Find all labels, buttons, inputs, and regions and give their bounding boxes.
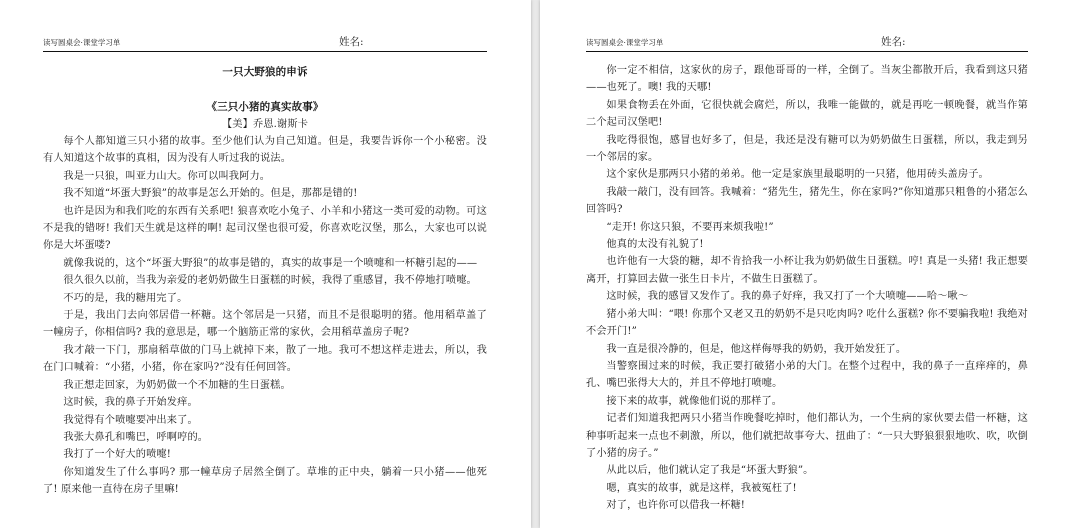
name-field-label: 姓名: — [339, 36, 364, 48]
paragraph: 也许是因为和我们吃的东西有关系吧! 狼喜欢吃小兔子、小羊和小猪这一类可爱的动物。可这不是我的错呀! 我们天生就是这样的啊! 起司汉堡也很可爱，你喜欢吃汉堡，那么，大家也可以说你是大坏蛋喽? — [43, 205, 487, 252]
paragraph: 我一直是很冷静的，但是，他这样侮辱我的奶奶，我开始发狂了。 — [606, 343, 907, 355]
paragraph: 当警察围过来的时候，我正要打破猪小弟的大门。在整个过程中，我的鼻子一直痒痒的，鼻孔、嘴巴张得大大的，并且不停地打喷嚏。 — [586, 360, 1028, 390]
paragraph: 于是，我出门去向邻居借一杯糖。这个邻居是一只猪，而且不是很聪明的猪。他用稻草盖了一幢房子，你相信吗? 我的意思是，哪一个脑筋正常的家伙，会用稻草盖房子呢? — [43, 310, 487, 339]
paragraph: 这时候，我的感冒又发作了。我的鼻子好痒，我又打了一个大喷嚏——哈～啾～ — [606, 291, 969, 303]
paragraph: 我觉得有个喷嚏要冲出来了。 — [63, 414, 198, 426]
paragraph: 这时候，我的鼻子开始发痒。 — [63, 397, 198, 409]
paragraph: 嗯，真实的故事，就是这样，我被冤枉了! — [606, 482, 797, 494]
left-page-content — [43, 64, 487, 499]
document-title: 一只大野狼的申诉 — [222, 66, 308, 78]
paragraph: 也许他有一大袋的糖，却不肯拾我一小杯让我为奶奶做生日蛋糕。哼! 真是一头猪! 我正想要离开，打算回去做一张生日卡片，不做生日蛋糕了。 — [586, 256, 1028, 285]
paragraph: “走开! 你这只狼，不要再来烦我啦!” — [606, 221, 774, 233]
paragraph: 就像我说的，这个“坏蛋大野狼”的故事是错的，真实的故事是一个喷嚏和一杯糖引起的—— — [63, 257, 478, 269]
paragraph: 每个人都知道三只小猪的故事。至少他们认为自己知道。但是，我要告诉你一个小秘密。没有人知道这个故事的真相，因为没有人听过我的说法。 — [43, 136, 487, 165]
paragraph: 你一定不相信，这家伙的房子，跟他哥哥的一样，全倒了。当灰尘都散开后，我看到这只猪——也死了。噢! 我的天哪! — [586, 65, 1028, 94]
worksheet-label: 读写圆桌会·课堂学习单 — [43, 38, 121, 47]
paragraph: 猪小弟大叫：“喂! 你那个又老又丑的奶奶不是只吃肉吗? 吃什么蛋糕? 你不要骗我啦! 我绝对不会开门!” — [586, 308, 1028, 338]
right-page-content — [586, 62, 1028, 515]
worksheet-label: 读写圆桌会·课堂学习单 — [586, 38, 664, 47]
page-header — [586, 36, 1028, 50]
paragraph: 很久很久以前，当我为亲爱的老奶奶做生日蛋糕的时候，我得了重感冒，我不停地打喷嚏。 — [63, 275, 477, 287]
paragraph: 我敲一敲门，没有回答。我喊着：“猪先生，猪先生，你在家吗?”你知道那只粗鲁的小猪怎么回答吗? — [586, 186, 1028, 216]
paragraph: 你知道发生了什么事吗? 那一幢草房子居然全倒了。草堆的正中央，躺着一只小猪——他死了! 原来他一直待在房子里嘛! — [43, 466, 487, 496]
page-header — [43, 36, 487, 50]
paragraph: 对了，也许你可以借我一杯糖! — [606, 500, 746, 512]
paragraph: 这个家伙是那两只小猪的弟弟。他一定是家族里最聪明的一只猪，他用砖头盖房子。 — [606, 169, 989, 181]
paragraph: 我张大鼻孔和嘴巴，呼啊哼的。 — [63, 431, 209, 443]
paragraph: 记者们知道我把两只小猪当作晚餐吃掉时，他们都认为，一个生病的家伙要去借一杯糖，这种事听起来一点也不刺激，所以，他们就把故事夸大、扭曲了：“一只大野狼狠狠地吹、吹，吹倒了小猪的房子。” — [586, 413, 1028, 459]
paragraph: 我正想走回家，为奶奶做一个不加糖的生日蛋糕。 — [63, 379, 291, 391]
paragraph: 如果食物丢在外面，它很快就会腐烂，所以，我唯一能做的，就是再吃一顿晚餐，就当作第二个起司汉堡吧! — [586, 99, 1028, 129]
book-title: 《三只小猪的真实故事》 — [206, 101, 324, 113]
paragraph: 他真的太没有礼貌了! — [606, 239, 704, 251]
paragraph: 不巧的是，我的糖用完了。 — [63, 292, 188, 304]
paragraph: 我是一只狼，叫亚力山大。你可以叫我阿力。 — [63, 170, 271, 182]
paragraph: 从此以后，他们就认定了我是“坏蛋大野狼”。 — [606, 465, 814, 477]
header-rule — [586, 51, 1028, 52]
name-field-label: 姓名: — [881, 36, 906, 48]
paragraph: 我打了一个好大的喷嚏! — [63, 449, 172, 461]
book-author: 【美】乔恩.谢斯卡 — [221, 119, 309, 130]
paragraph: 接下来的故事，就像他们说的那样了。 — [606, 395, 783, 407]
paragraph: 我才敲一下门，那扇稻草做的门马上就掉下来，散了一地。我可不想这样走进去，所以，我在门口喊着：“小猪，小猪，你在家吗?”没有任何回答。 — [43, 344, 487, 374]
right-page — [540, 0, 1080, 528]
paragraph: 我吃得很饱，感冒也好多了，但是，我还是没有糖可以为奶奶做生日蛋糕，所以，我走到另一个邻居的家。 — [586, 134, 1028, 164]
left-page — [0, 0, 531, 528]
header-rule — [43, 51, 487, 52]
paragraph: 我不知道“坏蛋大野狼”的故事是怎么开始的。但是，那都是错的! — [63, 188, 358, 200]
